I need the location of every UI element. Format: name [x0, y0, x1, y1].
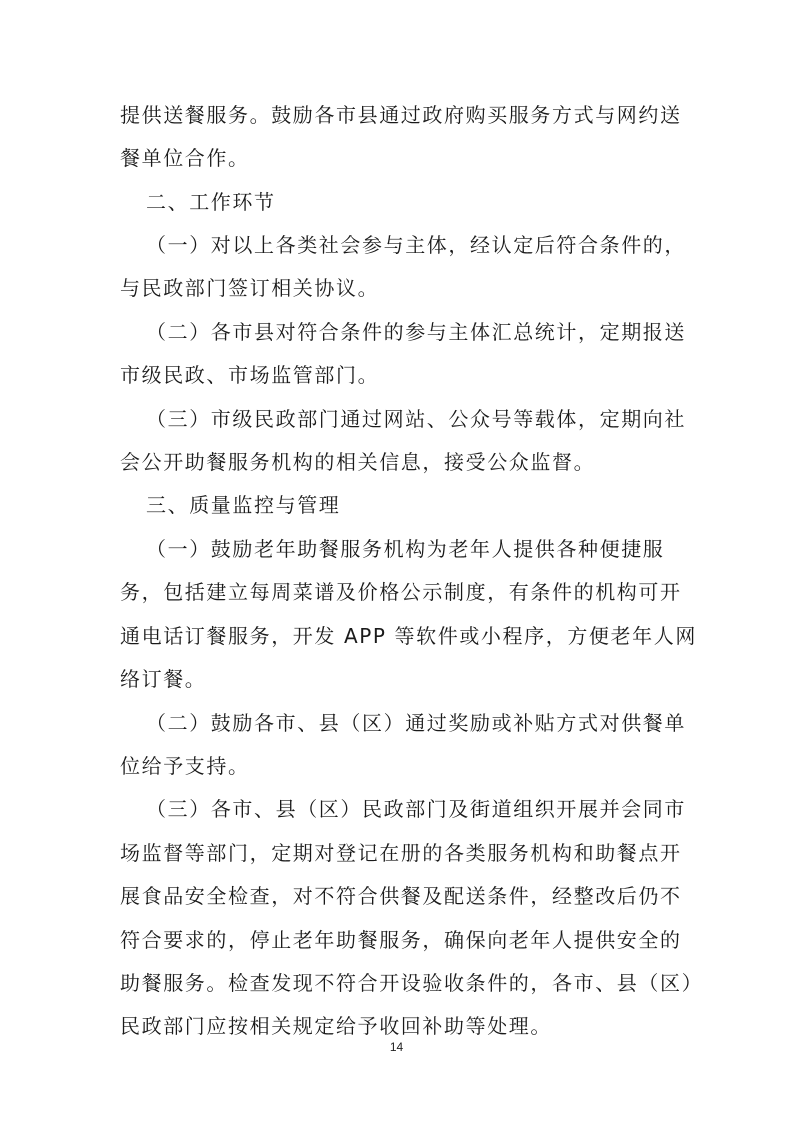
body-text-line: 通电话订餐服务，开发 APP 等软件或小程序，方便老年人网 — [120, 624, 697, 648]
section-heading: 三、质量监控与管理 — [146, 493, 341, 517]
body-text-line: 络订餐。 — [120, 667, 207, 691]
body-text-line: 务，包括建立每周菜谱及价格公示制度，有条件的机构可开 — [120, 580, 682, 604]
body-text-line: 位给予支持。 — [120, 754, 250, 778]
body-text-line: （二）各市县对符合条件的参与主体汇总统计，定期报送 — [146, 320, 686, 344]
body-text-line: 提供送餐服务。鼓励各市县通过政府购买服务方式与网约送 — [120, 103, 682, 127]
body-text-line: （三）各市、县（区）民政部门及街道组织开展并会同市 — [146, 797, 686, 821]
body-text-line: 民政部门应按相关规定给予收回补助等处理。 — [120, 1014, 552, 1038]
body-text-line: 场监督等部门，定期对登记在册的各类服务机构和助餐点开 — [120, 841, 682, 865]
body-text-line: 与民政部门签订相关协议。 — [120, 276, 380, 300]
body-text-line: 展食品安全检查，对不符合供餐及配送条件，经整改后仍不 — [120, 884, 682, 908]
body-text-line: 符合要求的，停止老年助餐服务，确保向老年人提供安全的 — [120, 928, 682, 952]
body-text-line: （二）鼓励各市、县（区）通过奖励或补贴方式对供餐单 — [146, 711, 686, 735]
section-heading: 二、工作环节 — [146, 190, 276, 214]
body-text-line: 助餐服务。检查发现不符合开设验收条件的，各市、县（区） — [120, 971, 704, 995]
body-text-line: 餐单位合作。 — [120, 146, 250, 170]
body-text-line: （一）鼓励老年助餐服务机构为老年人提供各种便捷服 — [146, 537, 665, 561]
body-text-line: （一）对以上各类社会参与主体，经认定后符合条件的， — [146, 233, 686, 257]
body-text-line: 市级民政、市场监管部门。 — [120, 363, 380, 387]
body-text-line: （三）市级民政部门通过网站、公众号等载体，定期向社 — [146, 407, 686, 431]
body-text-line: 会公开助餐服务机构的相关信息，接受公众监督。 — [120, 450, 596, 474]
page-number: 14 — [389, 1040, 404, 1054]
